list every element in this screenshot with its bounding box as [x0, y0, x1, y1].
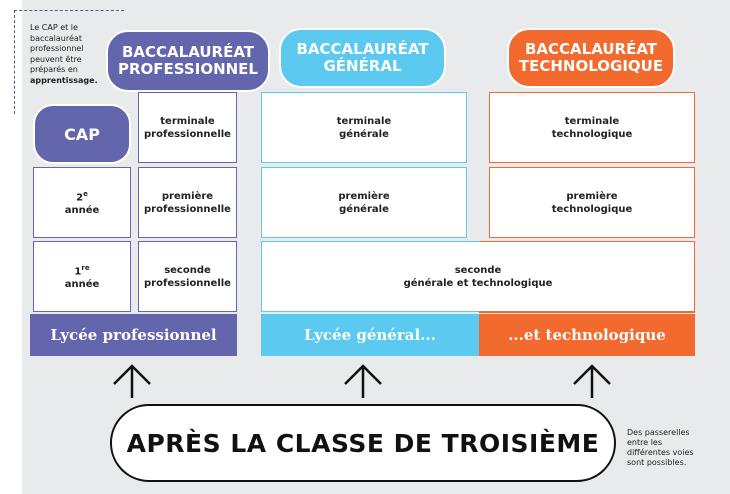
seconde-gt-tech-border-bottom [479, 311, 695, 313]
arrow-up-icon [572, 364, 612, 398]
apres-troisieme-pill: APRÈS LA CLASSE DE TROISIÈME [110, 404, 616, 482]
cap-year-2-box: 2e année [33, 167, 131, 238]
premiere-technologique-box: première technologique [489, 167, 695, 238]
terminale-technologique-box: terminale technologique [489, 92, 695, 163]
bac-general-pill: BACCALAURÉAT GÉNÉRAL [279, 28, 446, 88]
passerelles-note: Des passerelles entre les différentes voies sont possibles. [627, 428, 694, 467]
lycee-technologique-band: ...et technologique [479, 314, 695, 356]
seconde-gt-label: seconde générale et technologique [403, 264, 553, 289]
seconde-professionnelle-box: seconde professionnelle [138, 241, 237, 312]
arrow-up-icon [343, 364, 383, 398]
cap-pill: CAP [33, 104, 131, 164]
lycee-professionnel-band: Lycée professionnel [30, 314, 237, 356]
premiere-generale-box: première générale [261, 167, 467, 238]
terminale-professionnelle-box: terminale professionnelle [138, 92, 237, 163]
terminale-generale-box: terminale générale [261, 92, 467, 163]
lycee-general-band: Lycée général... [261, 314, 479, 356]
bac-technologique-pill: BACCALAURÉAT TECHNOLOGIQUE [507, 28, 675, 88]
arrow-up-icon [112, 364, 152, 398]
bac-professionnel-pill: BACCALAURÉAT PROFESSIONNEL [106, 30, 270, 92]
cap-apprenticeship-note: Le CAP et le baccalauréat professionnel peuvent être préparés en apprentissage. [30, 23, 98, 85]
cap-year-1-box: 1re année [33, 241, 131, 312]
premiere-professionnelle-box: première professionnelle [138, 167, 237, 238]
seconde-gt-box [261, 241, 695, 312]
